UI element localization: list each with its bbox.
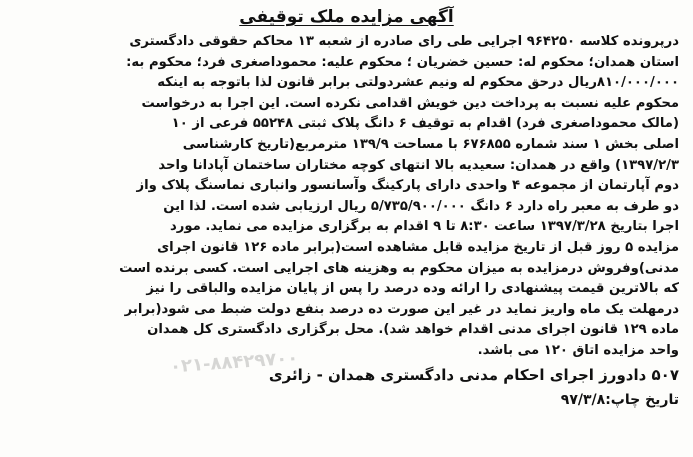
notice-line: محکوم علیه نسبت به پرداخت دین خویش اقدامی نکرده است. این اجرا به درخواست bbox=[141, 95, 679, 111]
print-date: تاریخ چاپ:۹۷/۳/۸ bbox=[560, 391, 679, 408]
notice-signature: ۵۰۷ دادورز اجرای احکام مدنی دادگستری همدان - زائری bbox=[268, 365, 679, 384]
phone-watermark: ۰۲۱-۸۸۴۲۹۷۰۰ bbox=[169, 347, 299, 378]
notice-line: اصلی بخش ۱ سند شماره ۶۷۶۸۵۵ با مساحت ۱۳۹/۹ مترمربع(تاریخ کارشناسی bbox=[182, 136, 679, 152]
notice-line: دوم آپارتمان از مجموعه ۴ واحدی دارای پارکینگ وآسانسور وانباری نماسنگ پلاک واز bbox=[136, 178, 679, 194]
notice-line: (مالک محموداصغری فرد) اقدام به توقیف ۶ دانگ پلاک ثبتی ۵۵۲۴۸ فرعی از ۱۰ bbox=[171, 116, 679, 132]
notice-title: آگهی مزایده ملک توقیفی bbox=[239, 7, 454, 27]
notice-line: مدنی)وفروش درمزایده به میزان محکوم به وهزینه های اجرایی است. کسی برنده است bbox=[119, 260, 679, 276]
notice-line: درمهلت یک ماه واریز نماید در غیر این صورت ده درصد بنفع دولت ضبط می شود(برابر bbox=[124, 301, 679, 317]
notice-line: واحد مزایده اتاق ۱۲۰ می باشد. bbox=[477, 342, 679, 358]
notice-line: اجرا بتاریخ ۱۳۹۷/۳/۲۸ ساعت ۸:۳۰ تا ۹ اقدام به برگزاری مزایده می نماید. مورد bbox=[169, 219, 679, 235]
notice-line: که بالاترین قیمت پیشنهادی را ارائه وده درصد را پس از پایان مزایده والباقی را نیز bbox=[146, 281, 679, 297]
notice-line: ماده ۱۲۹ قانون اجرای مدنی اقدام خواهد شد). محل برگزاری دادگستری کل همدان bbox=[147, 322, 679, 338]
notice-line: استان همدان؛ محکوم له: حسین خضریان ؛ محکوم علیه: محموداصغری فرد؛ محکوم به: bbox=[126, 54, 679, 70]
notice-line: مزایده ۵ روز قبل از تاریخ مزایده قابل مشاهده است(برابر ماده ۱۲۶ قانون اجرای bbox=[157, 239, 679, 255]
notice-line: درپرونده کلاسه ۹۶۴۲۵۰ اجرایی طی رای صادره از شعبه ۱۳ محاکم حقوقی دادگستری bbox=[129, 34, 679, 49]
notice-line: ۱۳۹۷/۲/۳) واقع در همدان: سعیدیه بالا انتهای کوچه مختاران ساختمان آپادانا واحد bbox=[158, 157, 679, 173]
notice-line: دو طرف به معبر راه دارد ۶ دانگ ۵/۷۳۵/۹۰۰/۰۰۰ ریال ارزیابی شده است. لذا این bbox=[163, 198, 679, 214]
notice-line: ۸۱۰/۰۰۰/۰۰۰ریال درحق محکوم له ونیم عشردولتی برابر قانون لذا باتوجه به اینکه bbox=[157, 75, 679, 91]
notice-body bbox=[14, 32, 679, 362]
